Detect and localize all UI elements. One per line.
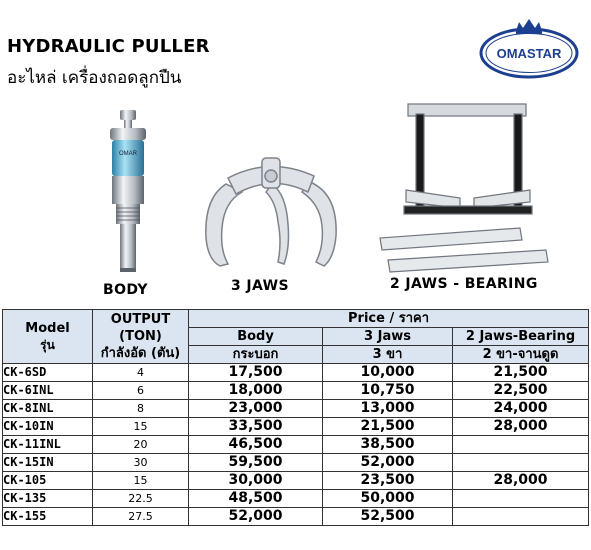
cell-output: 30: [93, 454, 189, 472]
cell-output: 4: [93, 364, 189, 382]
cell-output: 20: [93, 436, 189, 454]
header-body: Body: [189, 328, 323, 346]
cell-2-jaws-price: 22,500: [453, 382, 589, 400]
header-price: Price / ราคา: [189, 310, 589, 328]
caption-3-jaws: 3 JAWS: [231, 278, 289, 294]
caption-body: BODY: [103, 282, 148, 298]
cell-2-jaws-price: 28,000: [453, 418, 589, 436]
cell-2-jaws-price: 24,000: [453, 400, 589, 418]
cell-body-price: 23,000: [189, 400, 323, 418]
three-jaws-image: [198, 154, 348, 276]
cell-3-jaws-price: 10,000: [323, 364, 453, 382]
table-row: [3, 364, 589, 382]
cell-model: CK-155: [3, 508, 93, 526]
cell-output: 27.5: [93, 508, 189, 526]
header-model: Model รุ่น: [3, 310, 93, 364]
cell-model: CK-135: [3, 490, 93, 508]
table-row: [3, 454, 589, 472]
cell-body-price: 30,000: [189, 472, 323, 490]
cell-3-jaws-price: 50,000: [323, 490, 453, 508]
body-cylinder-image: [100, 108, 156, 276]
table-row: [3, 400, 589, 418]
cell-model: CK-10IN: [3, 418, 93, 436]
cell-2-jaws-price: [453, 490, 589, 508]
cell-body-price: 48,500: [189, 490, 323, 508]
table-row: [3, 382, 589, 400]
cell-body-price: 52,000: [189, 508, 323, 526]
cell-2-jaws-price: 28,000: [453, 472, 589, 490]
page-title: HYDRAULIC PULLER: [7, 36, 210, 57]
cell-model: CK-15IN: [3, 454, 93, 472]
logo-brand-text: OMASTAR: [496, 46, 562, 61]
cell-model: CK-105: [3, 472, 93, 490]
svg-text:OMAR: OMAR: [119, 151, 137, 157]
cell-2-jaws-price: 21,500: [453, 364, 589, 382]
cell-model: CK-6SD: [3, 364, 93, 382]
cell-model: CK-6INL: [3, 382, 93, 400]
table-row: [3, 508, 589, 526]
page-subtitle: อะไหล่ เครื่องถอดลูกปืน: [7, 68, 182, 88]
header-body-th: กระบอก: [189, 346, 323, 364]
header-2-jaws-bearing-th: 2 ขา-จานดูด: [453, 346, 589, 364]
cell-3-jaws-price: 52,000: [323, 454, 453, 472]
cell-2-jaws-price: [453, 454, 589, 472]
cell-body-price: 33,500: [189, 418, 323, 436]
cell-3-jaws-price: 10,750: [323, 382, 453, 400]
price-table-body: [3, 364, 589, 526]
cell-body-price: 18,000: [189, 382, 323, 400]
cell-3-jaws-price: 52,500: [323, 508, 453, 526]
cell-3-jaws-price: 38,500: [323, 436, 453, 454]
cell-body-price: 17,500: [189, 364, 323, 382]
cell-output: 15: [93, 418, 189, 436]
cell-body-price: 46,500: [189, 436, 323, 454]
table-row: [3, 418, 589, 436]
price-table: [2, 309, 589, 526]
caption-2-jaws-bearing: 2 JAWS - BEARING: [390, 276, 538, 292]
cell-output: 15: [93, 472, 189, 490]
cell-model: CK-8INL: [3, 400, 93, 418]
cell-body-price: 59,500: [189, 454, 323, 472]
cell-output: 22.5: [93, 490, 189, 508]
cell-model: CK-11INL: [3, 436, 93, 454]
table-row: [3, 436, 589, 454]
cell-2-jaws-price: [453, 508, 589, 526]
header-3-jaws: 3 Jaws: [323, 328, 453, 346]
omastar-logo: [478, 16, 580, 82]
cell-3-jaws-price: 21,500: [323, 418, 453, 436]
header-output: OUTPUT (TON) กำลังอัด (ตัน): [93, 310, 189, 364]
cell-output: 6: [93, 382, 189, 400]
cell-3-jaws-price: 13,000: [323, 400, 453, 418]
cell-3-jaws-price: 23,500: [323, 472, 453, 490]
cell-2-jaws-price: [453, 436, 589, 454]
two-jaws-bearing-image: [376, 98, 556, 274]
header-3-jaws-th: 3 ขา: [323, 346, 453, 364]
table-row: [3, 490, 589, 508]
cell-output: 8: [93, 400, 189, 418]
header-2-jaws-bearing: 2 Jaws-Bearing: [453, 328, 589, 346]
table-row: [3, 472, 589, 490]
